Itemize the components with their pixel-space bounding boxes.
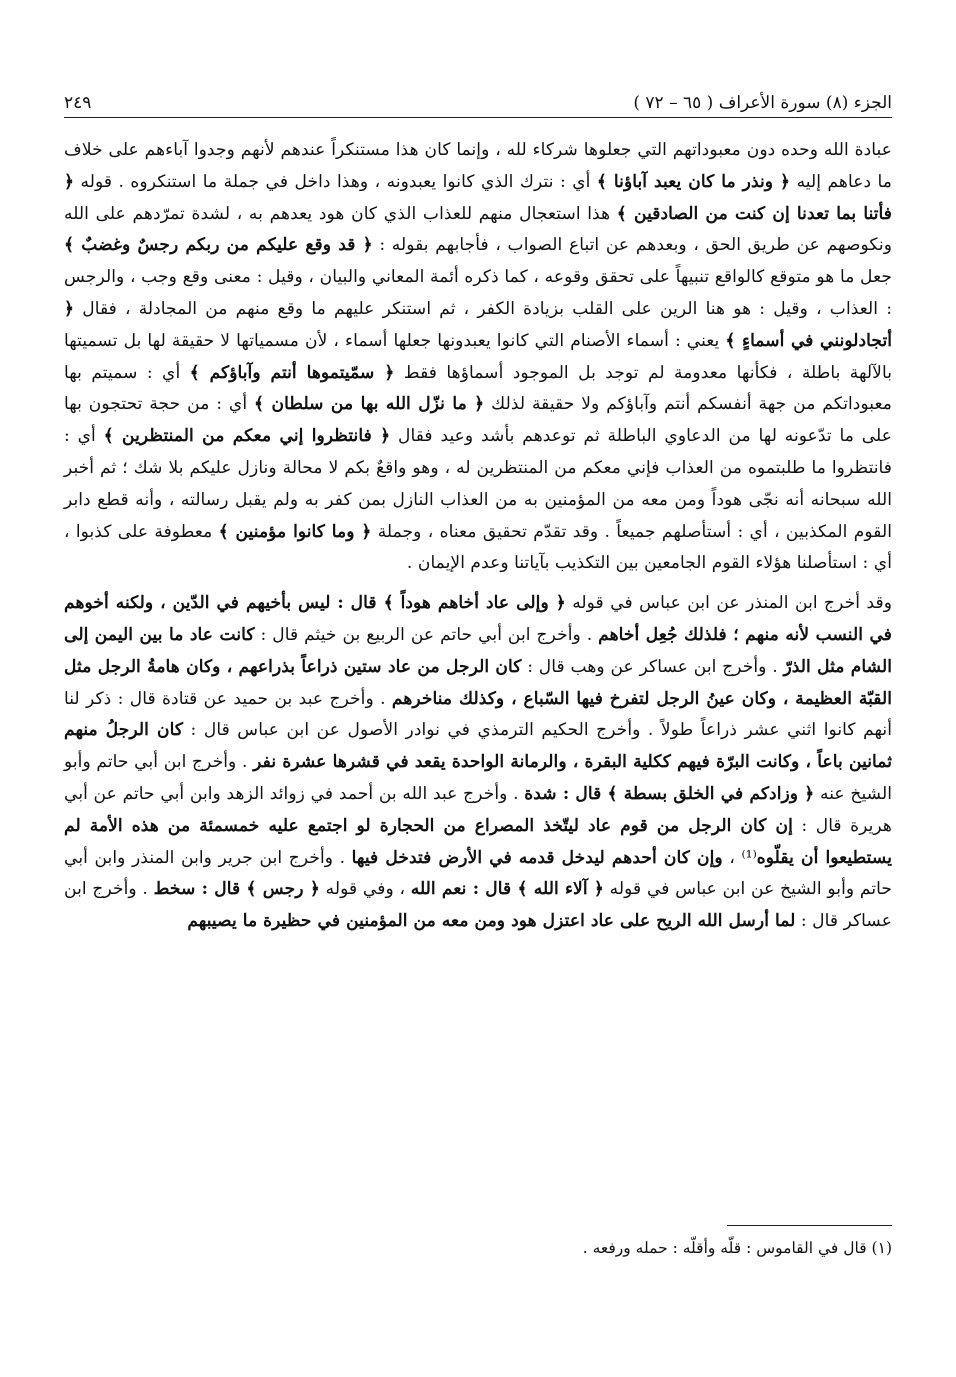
emphasized-text: كان الرجل من عاد ستين ذراعاً بذراعهم ، وكان هامةُ الرجل مثل القبّة العظيمة ، وكان عينُ الرجل لتفرخ فيها السّباع ، وكذلك مناخرهم bbox=[64, 656, 892, 709]
text-segment: ، وفي قوله bbox=[319, 879, 411, 900]
page-body bbox=[64, 135, 892, 938]
text-segment: هذا استعجال منهم للعذاب الذي كان هود يعدهم به ، لشدة تمرّدهم على الله ونكوصهم عن طريق الحق ، وبعدهم عن اتباع الصواب ، فأجابهم بقوله : bbox=[64, 203, 892, 256]
emphasized-text: ﴿ رجس ﴾ قال : سخط bbox=[153, 879, 320, 900]
emphasized-text: ﴿ وما كانوا مؤمنين ﴾ bbox=[218, 521, 372, 542]
emphasized-text: كانت عاد ما بين اليمن إلى الشام مثل الذرّ bbox=[64, 624, 892, 677]
text-segment: جعل ما هو متوقع كالواقع تنبيهاً على تحقق وقوعه ، كما ذكره أئمة المعاني والبيان ، وقيل : معنى وقع وجب ، والرجس : العذاب ، وقيل : هو هنا الرين على القلب بزيادة الكفر ، ثم استنكر عليهم ما وقع منهم من المجادلة ، فقال bbox=[64, 267, 892, 319]
page-header bbox=[64, 88, 892, 118]
emphasized-text: لما أرسل الله الريح على عاد اعتزل هود ومن معه من المؤمنين في حظيرة ما يصيبهم bbox=[187, 911, 796, 932]
emphasized-text: وإن كان أحدهم ليدخل قدمه في الأرض فتدخل فيها bbox=[351, 847, 723, 868]
text-segment: أي : نترك الذي كانوا يعبدونه ، وهذا داخل في جملة ما استنكروه . قوله bbox=[74, 171, 597, 192]
text-segment: أي : من حجة تحتجون بها على ما تدّعونه لها من الدعاوي الباطلة ثم توعدهم بأشد وعيد فقال bbox=[64, 394, 893, 447]
text-segment: . وأخرج ابن أبي حاتم عن الربيع بن خيثم قال : bbox=[254, 624, 599, 645]
text-segment: . وأخرج ابن عساكر قال : bbox=[64, 879, 892, 932]
text-segment: معطوفة على كذبوا ، أي : استأصلنا هؤلاء القوم الجامعين بين التكذيب بآياتنا وعدم الإيمان . bbox=[64, 521, 892, 574]
text-segment: . وأخرج ابن جرير وابن المنذر وابن أبي حاتم وأبو الشيخ عن ابن عباس في قوله bbox=[64, 847, 892, 900]
emphasized-text: إن كان الرجل من قوم عاد ليتّخذ المصراع من الحجارة لو اجتمع عليه خمسمئة من هذه الأمة لم يستطيعوا أن يقلّوه bbox=[64, 815, 892, 868]
emphasized-text: ﴿ فأتنا بما تعدنا إن كنت من الصادقين ﴾ bbox=[64, 171, 892, 224]
text-segment: أي : سميتم بها معبوداتكم من جهة أنفسكم أنتم وآباؤكم ولا حقيقة لذلك bbox=[64, 362, 892, 415]
header-title: الجزء (٨) سورة الأعراف ( ٦٥ – ٧٢ ) bbox=[633, 93, 892, 113]
paragraph-commentary bbox=[64, 135, 892, 580]
emphasized-text: كان الرجلُ منهم ثمانين باعاً ، وكانت البرّة فيهم ككلية البقرة ، والرمانة الواحدة يقعد في قشرها عشرة نفر bbox=[64, 720, 892, 773]
paragraph-narrations bbox=[64, 588, 892, 938]
text-segment: يعني : أسماء الأصنام التي كانوا يعبدونها جعلها أسماء ، لأن مسمياتها لا حقيقة لها بل تسميتها بالآلهة باطلة ، فكأنها معدومة لم توجد بل الموجود أسماؤها فقط bbox=[64, 330, 892, 383]
text-segment: أي : فانتظروا ما طلبتموه من العذاب فإني معكم من المنتظرين له ، وهو واقعٌ بكم لا محالة ونازل عليكم بلا شك ؛ ثم أخبر الله سبحانه أنه نجّى هوداً ومن معه من المؤمنين به من العذاب النازل بمن كفر به ولم يقبل رسالته ، وأنه قطع دابر القوم المكذبين ، أي : أستأصلهم جميعاً . وقد تقدّم تحقيق معناه ، وجملة bbox=[64, 426, 892, 542]
emphasized-text: ﴿ آلاء الله ﴾ قال : نعم الله bbox=[410, 879, 604, 900]
text-segment: . وأخرج عبد الله بن أحمد في زوائد الزهد وابن أبي حاتم عن أبي هريرة قال : bbox=[64, 783, 892, 836]
emphasized-text: ﴿ ونذر ما كان يعبد آباؤنا ﴾ bbox=[596, 171, 791, 192]
emphasized-text: ﴿ قد وقع عليكم من ربكم رجسٌ وغضبٌ ﴾ bbox=[64, 235, 373, 256]
text-segment: ⁽¹⁾ ، bbox=[722, 847, 757, 868]
page-number: ٢٤٩ bbox=[64, 93, 92, 113]
footnote-divider bbox=[727, 1225, 892, 1226]
emphasized-text: ﴿ وإلى عاد أخاهم هوداً ﴾ قال : ليس بأخيهم في الدّين ، ولكنه أخوهم في النسب لأنه منهم ؛ فلذلك جُعِل أخاهم bbox=[64, 593, 893, 645]
text-segment: . وأخرج عبد بن حميد عن قتادة قال : ذكر لنا أنهم كانوا اثني عشر ذراعاً طولاً . وأخرج الحكيم الترمذي في نوادر الأصول عن ابن عباس قال : bbox=[64, 688, 892, 741]
emphasized-text: ﴿ أتجادلونني في أسماءٍ ﴾ bbox=[64, 298, 893, 351]
text-segment: . وأخرج ابن عساكر عن وهب قال : bbox=[521, 656, 784, 677]
emphasized-text: ﴿ وزادكم في الخلق بسطة ﴾ قال : شدة bbox=[524, 783, 815, 804]
text-segment: عبادة الله وحده دون معبوداتهم التي جعلوها شركاء لله ، وإنما كان هذا مستنكراً عندهم لأنهم وجدوا آباءهم على خلاف ما دعاهم إليه bbox=[64, 140, 892, 192]
emphasized-text: ﴿ سمّيتموها أنتم وآباؤكم ﴾ bbox=[189, 362, 395, 383]
text-segment: . وأخرج ابن أبي حاتم وأبو الشيخ عنه bbox=[64, 752, 892, 804]
text-segment: وقد أخرج ابن المنذر عن ابن عباس في قوله bbox=[565, 593, 893, 614]
emphasized-text: ﴿ ما نزّل الله بها من سلطان ﴾ bbox=[254, 394, 485, 415]
footnote: (١) قال في القاموس : قلّه وأقلّه : حمله ورفعه . bbox=[582, 1239, 892, 1257]
emphasized-text: ﴿ فانتظروا إني معكم من المنتظرين ﴾ bbox=[103, 426, 391, 447]
